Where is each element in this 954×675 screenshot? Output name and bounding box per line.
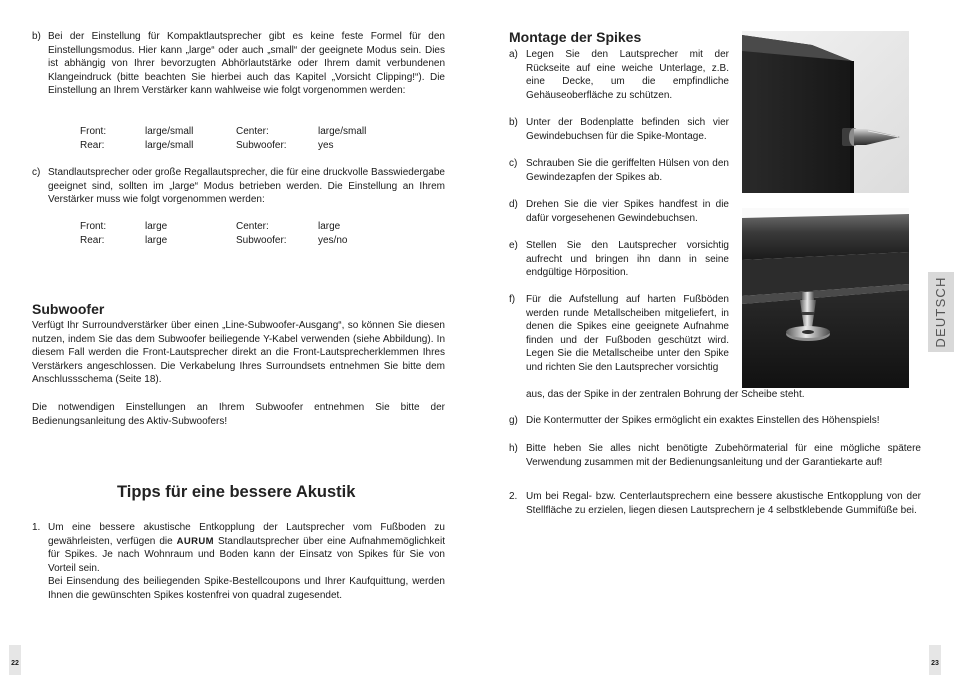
spike-step-a-text: Legen Sie den Lautsprecher mit der Rückseite auf eine weiche Unterlage, z.B. eine Decke, um die empfindliche Gehäuseoberfläche zu schützen. xyxy=(526,49,729,101)
item-c-text: Standlautsprecher oder große Regallautsprecher, die für eine druckvolle Basswiedergabe geeignet sind, sollten im „large“ Modus betrieben werden. Die Einstellung an Ihrem Verstärker muss wie folgt vorgenommen werden: xyxy=(48,167,445,206)
table-c-r2-c1: Rear: xyxy=(80,235,105,246)
tip-2-text: Um bei Regal- bzw. Centerlautsprechern eine bessere akustische Entkopplung von der Stellfläche zu erzielen, liegen diesen Lautsprechern je 4 selbstklebende Gummifüße bei. xyxy=(526,491,921,516)
spike-floor-illustration xyxy=(742,208,909,388)
table-c-r1-c3: Center: xyxy=(236,221,269,232)
brand-aurum: AURUM xyxy=(176,535,214,547)
page-number-right-text: 23 xyxy=(931,660,939,668)
tip-1-text xyxy=(48,521,445,575)
table-b-r2-c3: Subwoofer: xyxy=(236,140,287,151)
spike-step-c-label: c) xyxy=(509,158,518,169)
table-b-r1-c4: large/small xyxy=(318,126,367,137)
spike-step-h-text: Bitte heben Sie alles nicht benötigte Zubehörmaterial für eine mögliche spätere Verwendung zusammen mit der Bedienungsanleitung und der Garantiekarte auf! xyxy=(526,443,921,468)
tip-1-text-before: Um eine bessere akustische Entkopplung der Lautsprecher vom Fußboden zu gewährleisten, verfügen die xyxy=(48,522,445,547)
table-b-r2-c1: Rear: xyxy=(80,140,105,151)
table-b-r1-c1: Front: xyxy=(80,126,107,137)
table-b-r1-c2: large/small xyxy=(145,126,194,137)
spike-step-h-label: h) xyxy=(509,443,518,454)
language-side-tab xyxy=(928,272,954,352)
table-c-r2-c4: yes/no xyxy=(318,235,348,246)
table-c-r1-c4: large xyxy=(318,221,341,232)
spike-step-d-text: Drehen Sie die vier Spikes handfest in die dafür vorgesehenen Gewindebuchsen. xyxy=(526,199,729,224)
tip-2-label: 2. xyxy=(509,491,518,502)
tips-heading: Tipps für eine bessere Akustik xyxy=(117,483,356,501)
spike-step-g-label: g) xyxy=(509,415,518,426)
spike-step-f-text-tail: aus, das der Spike in der zentralen Bohrung der Scheibe steht. xyxy=(526,389,805,400)
spike-step-c-text: Schrauben Sie die geriffelten Hülsen von den Gewindezapfen der Spikes ab. xyxy=(526,158,729,183)
item-b-text: Bei der Einstellung für Kompaktlautsprecher gibt es keine feste Formel für den Einstellungsmodus. Hier kann „large“ oder auch „small“ der geeignete Modus sein. Dies ist abhängig von Ihrer bevorzugten Abhörlautstärke oder Ihrem damit verbundenen Klangeindruck (bitte beachten Sie hierbei auch das Kapitel „Vorsicht Clipping!“). Die Einstellung an Ihrem Verstärker kann wahlweise wie folgt vorgenommen werden: xyxy=(48,31,445,97)
page-number-right xyxy=(929,645,941,675)
page-number-left-text: 22 xyxy=(11,660,19,668)
spike-step-e-label: e) xyxy=(509,240,518,251)
table-c-r1-c1: Front: xyxy=(80,221,107,232)
spike-step-b-text: Unter der Bodenplatte befinden sich vier Gewindebuchsen für die Spike-Montage. xyxy=(526,117,729,142)
tip-1-text-after: Standlautsprecher über eine Aufnahmemöglichkeit für Spikes. Je nach Wohnraum und Boden kann der Einsatz von Spikes für Sie von Vorteil sein. xyxy=(48,535,445,574)
item-b-label: b) xyxy=(32,31,41,42)
table-c-r2-c3: Subwoofer: xyxy=(236,235,287,246)
table-b-r1-c3: Center: xyxy=(236,126,269,137)
item-c-label: c) xyxy=(32,167,41,178)
subwoofer-heading: Subwoofer xyxy=(32,301,105,317)
spike-step-f-label: f) xyxy=(509,294,516,305)
table-b-r2-c2: large/small xyxy=(145,140,194,151)
table-c-r2-c2: large xyxy=(145,235,168,246)
tip-1-text-2: Bei Einsendung des beiliegenden Spike-Bestellcoupons und Ihrer Kaufquittung, werden Ihnen die gewünschten Spikes kostenfrei von quadral zugesendet. xyxy=(48,576,445,601)
spikes-heading: Montage der Spikes xyxy=(509,29,642,45)
spike-step-d-label: d) xyxy=(509,199,518,210)
subwoofer-paragraph-2: Die notwendigen Einstellungen an Ihrem Subwoofer entnehmen Sie bitte der Bedienungsanleitung des Aktiv-Subwoofers! xyxy=(32,402,445,427)
table-b-r2-c4: yes xyxy=(318,140,334,151)
spike-mounting-photo xyxy=(742,31,909,193)
spike-mounting-illustration xyxy=(742,31,909,193)
subwoofer-paragraph-1: Verfügt Ihr Surroundverstärker über einen „Line-Subwoofer-Ausgang“, so können Sie diesen nutzen, indem Sie das dem Subwoofer beiliegende Y-Kabel verwenden (siehe Abbildung). In diesem Fall werden die Front-Lautsprecher direkt an die Front-Lautsprecherklemmen Ihres Verstärkers angeschlossen. Die Verkabelung Ihres Surroundsets entnehmen Sie bitte dem Anschlussschema (Seite 18). xyxy=(32,320,445,386)
spike-step-g-text: Die Kontermutter der Spikes ermöglicht ein exaktes Einstellen des Höhenspiels! xyxy=(526,415,880,426)
spike-step-e-text: Stellen Sie den Lautsprecher vorsichtig aufrecht und bringen ihn dann in seine endgültige Hörposition. xyxy=(526,240,729,279)
spike-on-floor-photo xyxy=(742,208,909,388)
spike-step-a-label: a) xyxy=(509,49,518,60)
language-side-tab-label: DEUTSCH xyxy=(933,276,949,348)
spike-step-f-text: Für die Aufstellung auf harten Fußböden werden runde Metallscheiben mitgeliefert, in denen die Spikes eine geeignete Aufnahme finden und der Fußboden geschützt wird. Legen Sie die Metallscheibe unter den Spike und richten Sie den Lautsprecher vorsichtig xyxy=(526,294,729,373)
table-c-r1-c2: large xyxy=(145,221,168,232)
spike-step-b-label: b) xyxy=(509,117,518,128)
page-number-left xyxy=(9,645,21,675)
tip-1-label: 1. xyxy=(32,522,41,533)
